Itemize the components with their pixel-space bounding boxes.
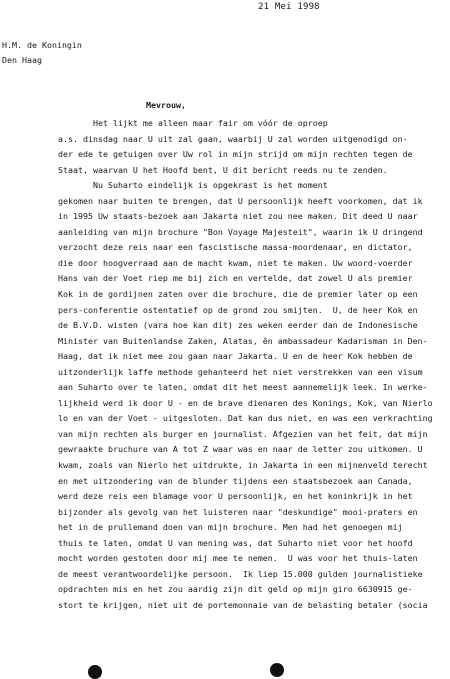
letter-line: Nu Suharto eindelijk is opgekrast is het moment <box>58 180 328 191</box>
letter-line: thuis te laten, omdat U van mening was, dat Suharto niet voor het hoofd <box>58 537 413 548</box>
letter-line: in 1995 Uw staats-bezoek aan Jakarta niet zou nee maken. Dit deed U naar <box>58 211 418 222</box>
letter-line: lijkheid werd ik door U - en de brave dienaren des Konings, Kok, van Nierlo <box>58 397 433 408</box>
letter-line: verzocht deze reis naar een fascistische massa-moordenaar, en dictator, <box>58 242 413 253</box>
letter-line: aanleiding van mijn brochure "Bon Voyage Majesteit", waarin ik U dringend <box>58 226 423 237</box>
letter-line: kwam, zoals van Nierlo het uitdrukte, in Jakarta in een mijnenveld terecht <box>58 460 428 471</box>
letter-line: die door hoogverraad aan de macht kwam, niet te maken. Uw woord-voerder <box>58 257 413 268</box>
recipient-address <box>2 38 82 68</box>
letter-line: mocht worden gestoten door mij mee te nemen. U was voor het thuis-laten <box>58 553 418 564</box>
letter-salutation: Mevrouw, <box>146 100 186 110</box>
letter-line: uitzonderlijk laffe methode gehanteerd het niet verstrekken van een visum <box>58 366 423 377</box>
letter-line: werd deze reis een blamage voor U persoonlijk, en het koninkrijk in het <box>58 491 413 502</box>
letter-line: en met uitzondering van de blunder tijdens een staatsbezoek aan Canada, <box>58 475 413 486</box>
letter-line: gewraakte bruchure van A tot Z waar was en naar de letter zou uitkomen. U <box>58 444 423 455</box>
recipient-name: H.M. de Koningin <box>2 40 82 50</box>
recipient-city: Den Haag <box>2 55 42 65</box>
letter-line: Staat, waarvan U het Hoofd bent, U dit bericht reeds nu te zenden. <box>58 164 388 175</box>
letter-line: Het lijkt me alleen maar fair om vóór de oproep <box>58 118 328 128</box>
letter-line: stort te krijgen, niet uit de portemonnaie van de belasting betaler (socia <box>58 599 428 610</box>
letter-line: opdrachten mis en het zou aardig zijn dit geld op mijn giro 6630915 ge- <box>58 584 413 595</box>
letter-body <box>58 116 448 614</box>
letter-date: 21 Mei 1998 <box>258 2 320 12</box>
letter-line: der ede te getuigen over Uw rol in mijn strijd om mijn rechten tegen de <box>58 149 413 160</box>
letter-line: pers-conferentie ostentatief op de grond zou smijten. U, de heer Kok en <box>58 304 418 315</box>
punch-hole-right <box>270 663 284 677</box>
letter-line: lo en van der Voet - uitgesloten. Dat kan dus niet, en was een verkrachting <box>58 413 433 424</box>
letter-line: van mijn rechten als burger en journalist. Afgezien van het feit, dat mijn <box>58 428 428 439</box>
letter-line: het in de prullemand doen van mijn brochure. Men had het genoegen mij <box>58 522 403 533</box>
letter-line: bijzonder als gevolg van het luisteren naar "deskundige" mooi-praters en <box>58 506 418 517</box>
letter-line: gekomen naar buiten te brengen, dat U persoonlijk heeft voorkomen, dat ik <box>58 195 423 206</box>
letter-line: Hans van der Voet riep me bij zich en vertelde, dat zowel U als premier <box>58 273 413 284</box>
letter-line: de B.V.D. wisten (vara hoe kan dit) zes weken eerder dan de Indonesische <box>58 320 418 331</box>
letter-line: a.s. dinsdag naar U uit zal gaan, waarbij U zal worden uitgenodigd on- <box>58 133 408 144</box>
letter-line: Haag, dat ik niet mee zou gaan naar Jakarta. U en de heer Kok hebben de <box>58 351 413 362</box>
letter-line: aan Suharto over te laten, omdat dit het meest aannemelijk leek. In werke- <box>58 382 428 393</box>
letter-line: Kok in de gordijnen zaten over die brochure, die de premier later op een <box>58 289 418 300</box>
letter-line: de meest verantwoordelijke persoon. Ik liep 15.000 gulden journalistieke <box>58 568 423 579</box>
letter-line: Minister van Buitenlandse Zaken, Alatas, ên ambassadeur Kadarisman in Den- <box>58 335 428 346</box>
